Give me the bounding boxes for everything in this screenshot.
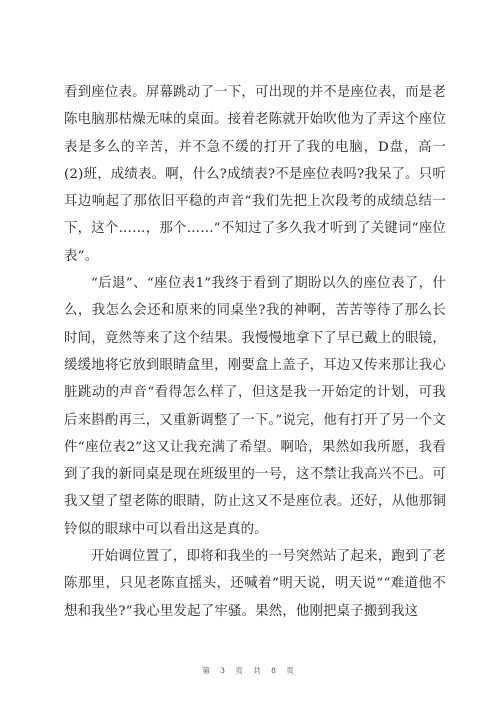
paragraph-1: 看到座位表。屏幕跳动了一下，可出现的并不是座位表，而是老陈电脑那枯燥无味的桌面。接着老陈就开始吹他为了弄这个座位表是多么的辛苦，并不急不缓的打开了我的电脑，D盘，高一(2)班，成绩表。啊，什么?成绩表?不是座位表吗?我呆了。只听耳边响起了那依旧平稳的声音“我们先把上次段考的成绩总结一下，这个……，那个……”不知过了多久我才听到了关键词“座位表”。	[64, 85, 446, 264]
paragraph-2: “后退”、“座位表1”我终于看到了期盼以久的座位表了，什么，我怎么会还和原来的同桌坐?我的神啊，苦苦等待了那么长时间，竟然等来了这个结果。我慢慢地拿下了早已戴上的眼镜，缓缓地将它放到眼睛盒里，刚要盒上盖子，耳边又传来那让我心脏跳动的声音“看得怎么样了，但这是我一开始定的计划，可我后来斟酌再三，又重新调整了一下。”说完，他有打开了另一个文件“座位表2”这又让我充满了希望。啊哈，果然如我所愿，我看到了我的新同桌是现在班级里的一号，这不禁让我高兴不已。可我又望了望老陈的眼睛，防止这又不是座位表。还好，从他那铜铃似的眼球中可以看出这是真的。	[64, 276, 446, 537]
document-body	[64, 79, 446, 625]
page-footer: 第 3 页 共 8 页	[202, 666, 298, 675]
paragraph-3: 开始调位置了，即将和我坐的一号突然站了起来，跑到了老陈那里，只见老陈直摇头，还喊着“明天说，明天说”“难道他不想和我坐?”我心里发起了牢骚。果然，他刚把桌子搬到我这	[64, 549, 446, 619]
